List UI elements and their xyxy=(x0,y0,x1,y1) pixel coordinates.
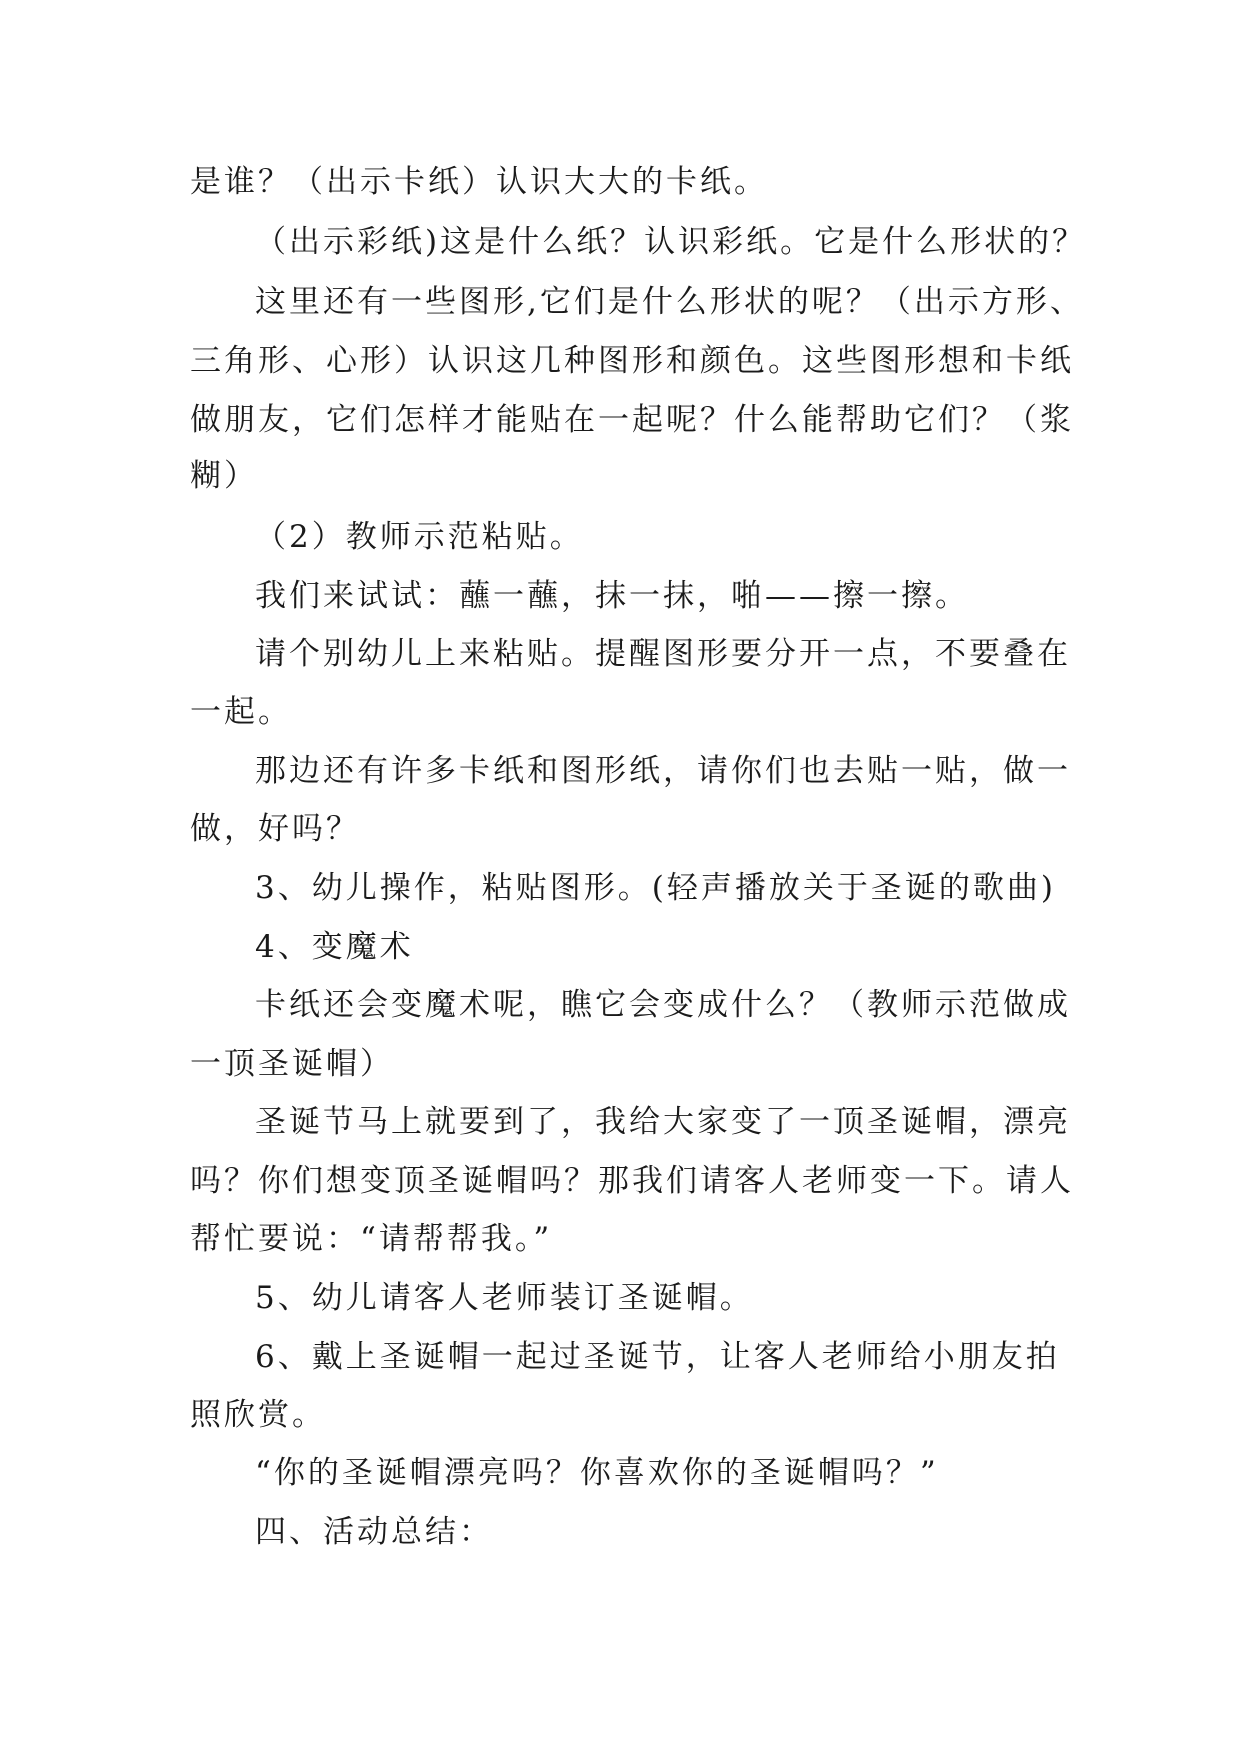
text-line: 糊） xyxy=(190,458,258,494)
text-line: 4、变魔术 xyxy=(255,929,414,965)
text-line: 帮忙要说：“请帮帮我。” xyxy=(190,1221,553,1257)
text-line: 那边还有许多卡纸和图形纸，请你们也去贴一贴，做一 xyxy=(255,753,1071,789)
text-line: 5、幼儿请客人老师装订圣诞帽。 xyxy=(255,1280,754,1316)
text-line: （2）教师示范粘贴。 xyxy=(255,519,584,555)
text-line: 照欣赏。 xyxy=(190,1397,326,1433)
text-line: 6、戴上圣诞帽一起过圣诞节，让客人老师给小朋友拍 xyxy=(255,1339,1060,1375)
text-line: 一起。 xyxy=(190,694,292,730)
text-line: 是谁？（出示卡纸）认识大大的卡纸。 xyxy=(190,164,768,200)
text-line: （出示彩纸)这是什么纸？认识彩纸。它是什么形状的？ xyxy=(255,224,1087,260)
text-line: 吗？你们想变顶圣诞帽吗？那我们请客人老师变一下。请人 xyxy=(190,1163,1074,1199)
text-line: 做朋友，它们怎样才能贴在一起呢？什么能帮助它们？（浆 xyxy=(190,402,1074,438)
text-line: 四、活动总结： xyxy=(255,1514,493,1550)
text-line: 卡纸还会变魔术呢，瞧它会变成什么？（教师示范做成 xyxy=(255,987,1071,1023)
text-line: 一顶圣诞帽） xyxy=(190,1046,394,1082)
text-line: 三角形、心形）认识这几种图形和颜色。这些图形想和卡纸 xyxy=(190,343,1074,379)
text-line: 做，好吗？ xyxy=(190,811,360,847)
text-line: 请个别幼儿上来粘贴。提醒图形要分开一点，不要叠在 xyxy=(255,636,1071,672)
text-line: 3、幼儿操作，粘贴图形。(轻声播放关于圣诞的歌曲) xyxy=(255,870,1056,906)
text-line: 圣诞节马上就要到了，我给大家变了一顶圣诞帽，漂亮 xyxy=(255,1104,1071,1140)
text-line: 我们来试试：蘸一蘸，抹一抹，啪——擦一擦。 xyxy=(255,578,969,614)
text-line: 这里还有一些图形,它们是什么形状的呢？（出示方形、 xyxy=(255,284,1084,320)
text-line: “你的圣诞帽漂亮吗？你喜欢你的圣诞帽吗？” xyxy=(255,1455,939,1491)
